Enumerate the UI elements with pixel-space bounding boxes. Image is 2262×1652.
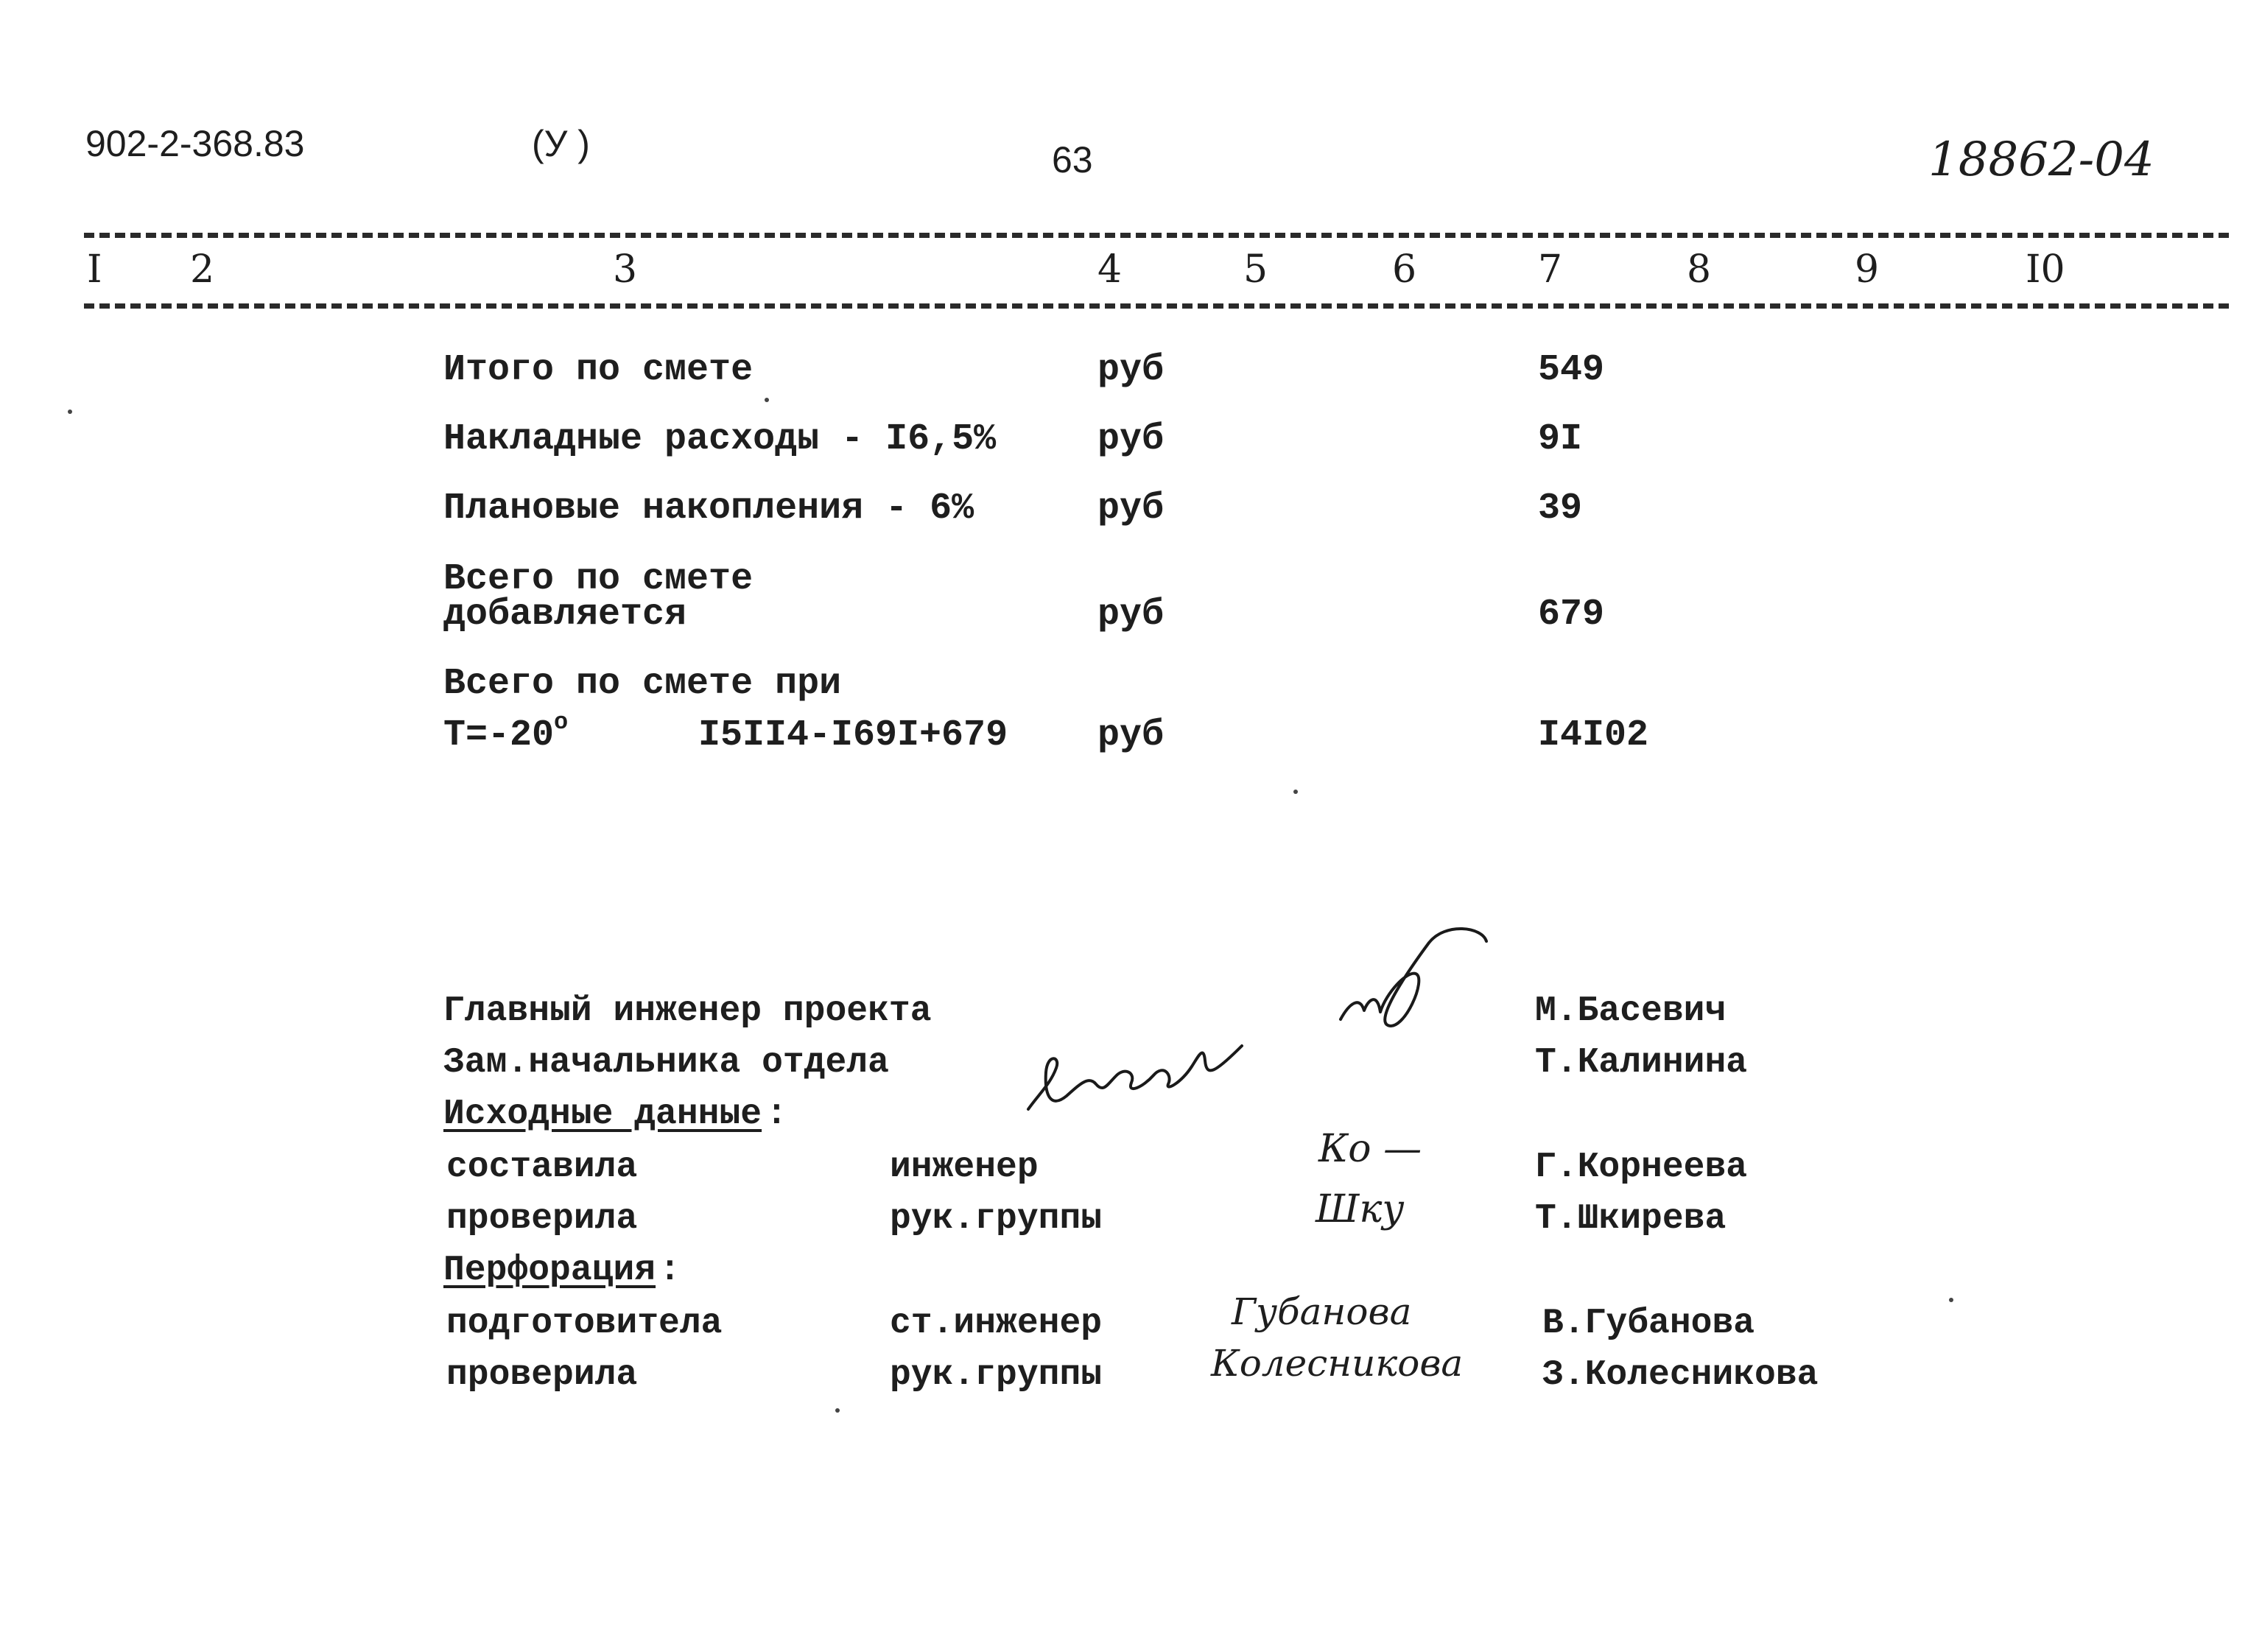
row-label: Плановые накопления - 6% bbox=[443, 488, 974, 530]
column-header-1: I bbox=[87, 247, 102, 292]
source-checked-role: рук.группы bbox=[890, 1199, 1103, 1239]
source-compiled-role: инженер bbox=[890, 1147, 1039, 1187]
column-header-5: 5 bbox=[1243, 247, 1268, 292]
column-header-2: 2 bbox=[190, 247, 215, 292]
table-header-rule bbox=[84, 303, 2229, 309]
perf-checked-signature: Колесникова bbox=[1211, 1342, 1464, 1385]
row-unit: руб bbox=[1097, 488, 1165, 530]
page-number: 63 bbox=[1052, 139, 1093, 180]
chief-engineer-title: Главный инженер проекта bbox=[443, 991, 932, 1031]
scan-speck bbox=[765, 398, 769, 402]
perf-prepared-action: подготовитела bbox=[446, 1304, 723, 1343]
table-top-rule bbox=[84, 233, 2229, 238]
source-data-colon: : bbox=[766, 1094, 787, 1134]
degree-mark: о bbox=[554, 709, 569, 736]
perf-prepared-signature: Губанова bbox=[1232, 1290, 1412, 1333]
deputy-head-signature bbox=[1021, 1038, 1249, 1120]
scan-speck bbox=[1949, 1298, 1953, 1302]
row-label: Всего по смете при bbox=[443, 663, 842, 705]
deputy-head-title: Зам.начальника отдела bbox=[443, 1043, 889, 1083]
column-header-4: 4 bbox=[1097, 247, 1123, 292]
row-label: Накладные расходы - I6,5% bbox=[443, 418, 997, 460]
row-formula: I5II4-I69I+679 bbox=[698, 714, 1008, 756]
row-value: 679 bbox=[1538, 594, 1605, 636]
row-label: Всего по смете bbox=[443, 558, 754, 600]
row-unit: руб bbox=[1097, 418, 1165, 460]
source-compiled-name: Г.Корнеева bbox=[1535, 1147, 1748, 1187]
chief-engineer-signature bbox=[1335, 922, 1497, 1040]
source-compiled-action: составила bbox=[446, 1147, 638, 1187]
source-checked-name: Т.Шкирева bbox=[1535, 1199, 1727, 1239]
row-temperature bbox=[443, 709, 569, 756]
column-header-7: 7 bbox=[1538, 247, 1563, 292]
column-header-3: 3 bbox=[613, 247, 638, 292]
scan-speck bbox=[835, 1408, 840, 1413]
row-unit: руб bbox=[1097, 594, 1165, 636]
column-header-8: 8 bbox=[1687, 247, 1712, 292]
scan-speck bbox=[1293, 790, 1298, 794]
perforation-heading: Перфорация bbox=[443, 1251, 656, 1290]
row-value: 549 bbox=[1538, 349, 1605, 391]
perf-checked-role: рук.группы bbox=[890, 1355, 1103, 1395]
source-data-heading: Исходные данные bbox=[443, 1094, 762, 1134]
row-label: Итого по смете bbox=[443, 349, 754, 391]
row-unit: руб bbox=[1097, 714, 1165, 756]
column-header-10: I0 bbox=[2026, 247, 2065, 292]
row-unit: руб bbox=[1097, 349, 1165, 391]
perforation-colon: : bbox=[659, 1251, 681, 1290]
perf-checked-name: З.Колесникова bbox=[1542, 1355, 1819, 1395]
deputy-head-name: Т.Калинина bbox=[1535, 1043, 1748, 1083]
perf-prepared-name: В.Губанова bbox=[1542, 1304, 1755, 1343]
perf-prepared-role: ст.инженер bbox=[890, 1304, 1103, 1343]
row-label-continued: добавляется bbox=[443, 594, 687, 636]
column-header-9: 9 bbox=[1855, 247, 1880, 292]
row-value: 9I bbox=[1538, 418, 1583, 460]
source-checked-signature: Шку bbox=[1316, 1187, 1405, 1231]
chief-engineer-name: М.Басевич bbox=[1535, 991, 1727, 1031]
handwritten-archive-number: 18862-04 bbox=[1928, 133, 2154, 187]
document-mark: (У ) bbox=[532, 123, 590, 164]
temperature-value: Т=-20 bbox=[443, 714, 555, 756]
row-value: I4I02 bbox=[1538, 714, 1649, 756]
source-compiled-signature: Ко — bbox=[1318, 1127, 1422, 1171]
row-value: 39 bbox=[1538, 488, 1583, 530]
perf-checked-action: проверила bbox=[446, 1355, 638, 1395]
source-checked-action: проверила bbox=[446, 1199, 638, 1239]
document-code: 902-2-368.83 bbox=[85, 123, 305, 164]
column-header-6: 6 bbox=[1392, 247, 1417, 292]
scan-speck bbox=[68, 410, 72, 414]
